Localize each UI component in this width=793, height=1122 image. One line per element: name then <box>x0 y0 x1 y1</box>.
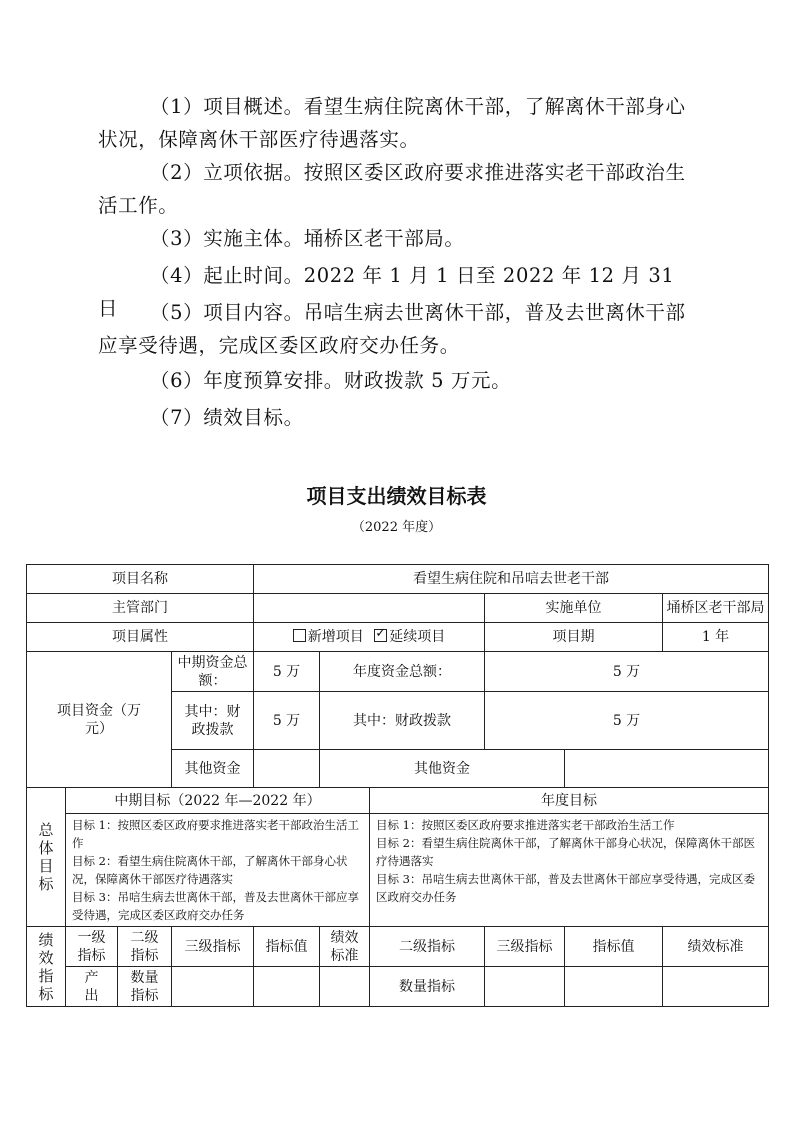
new-project-label: 新增项目 <box>307 629 364 645</box>
attr-options <box>254 623 485 652</box>
year-total-label: 年度资金总额： <box>320 652 485 692</box>
table-title: 项目支出绩效目标表 <box>306 484 487 508</box>
mid-goal-header: 中期目标（2022 年—2022 年） <box>66 788 370 814</box>
year-fiscal-value: 5 万 <box>485 692 769 750</box>
mid-other-value <box>254 750 320 788</box>
cell-empty-2 <box>254 967 320 1007</box>
mid-goal-text: 目标 1：按照区委区政府要求推进落实老干部政治生活工作 目标 2：看望生病住院离休干部，了解离休干部身心状况，保障离休干部医疗待遇落实 目标 3：吊唁生病去世离休干部，普及去世离休干部应享受待遇，完成区委区政府交办任务 <box>66 814 370 927</box>
attr-label: 项目属性 <box>27 623 254 652</box>
row-quantity: 数量指标 <box>118 967 172 1007</box>
mid-fiscal-value: 5 万 <box>254 692 320 750</box>
header-standard: 绩效标准 <box>320 927 370 967</box>
period-value: 1 年 <box>663 623 769 652</box>
header-level1: 一级指标 <box>66 927 118 967</box>
perf-indicator-label: 绩效指标 <box>27 927 66 1007</box>
continued-project-checkbox[interactable] <box>374 629 387 642</box>
paragraph-content: （5）项目内容。吊唁生病去世离休干部，普及去世离休干部应享受待遇，完成区委区政府交办任务。 <box>98 301 686 357</box>
header2-value: 指标值 <box>565 927 663 967</box>
dept-value <box>254 594 485 623</box>
project-name-label: 项目名称 <box>27 565 254 594</box>
impl-label: 实施单位 <box>485 594 663 623</box>
impl-value: 埇桥区老干部局 <box>663 594 769 623</box>
row-output: 产出 <box>66 967 118 1007</box>
cell-empty-4 <box>485 967 565 1007</box>
mid-fiscal-label: 其中：财政拨款 <box>172 692 254 750</box>
mid-total-value: 5 万 <box>254 652 320 692</box>
row2-quantity: 数量指标 <box>370 967 485 1007</box>
performance-target-table <box>26 564 769 1007</box>
year-total-value: 5 万 <box>485 652 769 692</box>
year-other-value <box>565 750 769 788</box>
header2-level3: 三级指标 <box>485 927 565 967</box>
cell-empty-5 <box>565 967 663 1007</box>
year-fiscal-label: 其中：财政拨款 <box>320 692 485 750</box>
period-label: 项目期 <box>485 623 663 652</box>
header-value: 指标值 <box>254 927 320 967</box>
dept-label: 主管部门 <box>27 594 254 623</box>
cell-empty-1 <box>172 967 254 1007</box>
table-subtitle: （2022 年度） <box>351 520 442 535</box>
project-name-value: 看望生病住院和吊唁去世老干部 <box>254 565 769 594</box>
paragraph-period: （4）起止时间。2022 年 1 月 1 日至 2022 年 12 月 31 日 <box>98 264 675 320</box>
year-other-label: 其他资金 <box>320 750 565 788</box>
header2-standard: 绩效标准 <box>663 927 769 967</box>
paragraph-budget: （6）年度预算安排。财政拨款 5 万元。 <box>150 369 512 392</box>
new-project-checkbox[interactable] <box>293 629 306 642</box>
cell-empty-6 <box>663 967 769 1007</box>
year-goal-header: 年度目标 <box>370 788 769 814</box>
paragraph-basis: （2）立项依据。按照区委区政府要求推进落实老干部政治生活工作。 <box>98 161 686 217</box>
continued-project-label: 延续项目 <box>389 629 446 645</box>
funds-label: 项目资金（万元） <box>27 652 172 788</box>
paragraph-goal: （7）绩效目标。 <box>150 406 304 429</box>
header-level3: 三级指标 <box>172 927 254 967</box>
header2-level2: 二级指标 <box>370 927 485 967</box>
mid-total-label: 中期资金总额： <box>172 652 254 692</box>
cell-empty-3 <box>320 967 370 1007</box>
paragraph-subject: （3）实施主体。埇桥区老干部局。 <box>150 227 465 250</box>
year-goal-text: 目标 1：按照区委区政府要求推进落实老干部政治生活工作 目标 2：看望生病住院离休干部，了解离休干部身心状况，保障离休干部医疗待遇落实 目标 3：吊唁生病去世离休干部，普及去世离休干部应享受待遇，完成区委区政府交办任务 <box>370 814 769 927</box>
paragraph-overview: （1）项目概述。看望生病住院离休干部，了解离休干部身心状况，保障离休干部医疗待遇落实。 <box>98 95 686 151</box>
mid-other-label: 其他资金 <box>172 750 254 788</box>
header-level2: 二级指标 <box>118 927 172 967</box>
overall-goal-label: 总体目标 <box>27 788 66 927</box>
